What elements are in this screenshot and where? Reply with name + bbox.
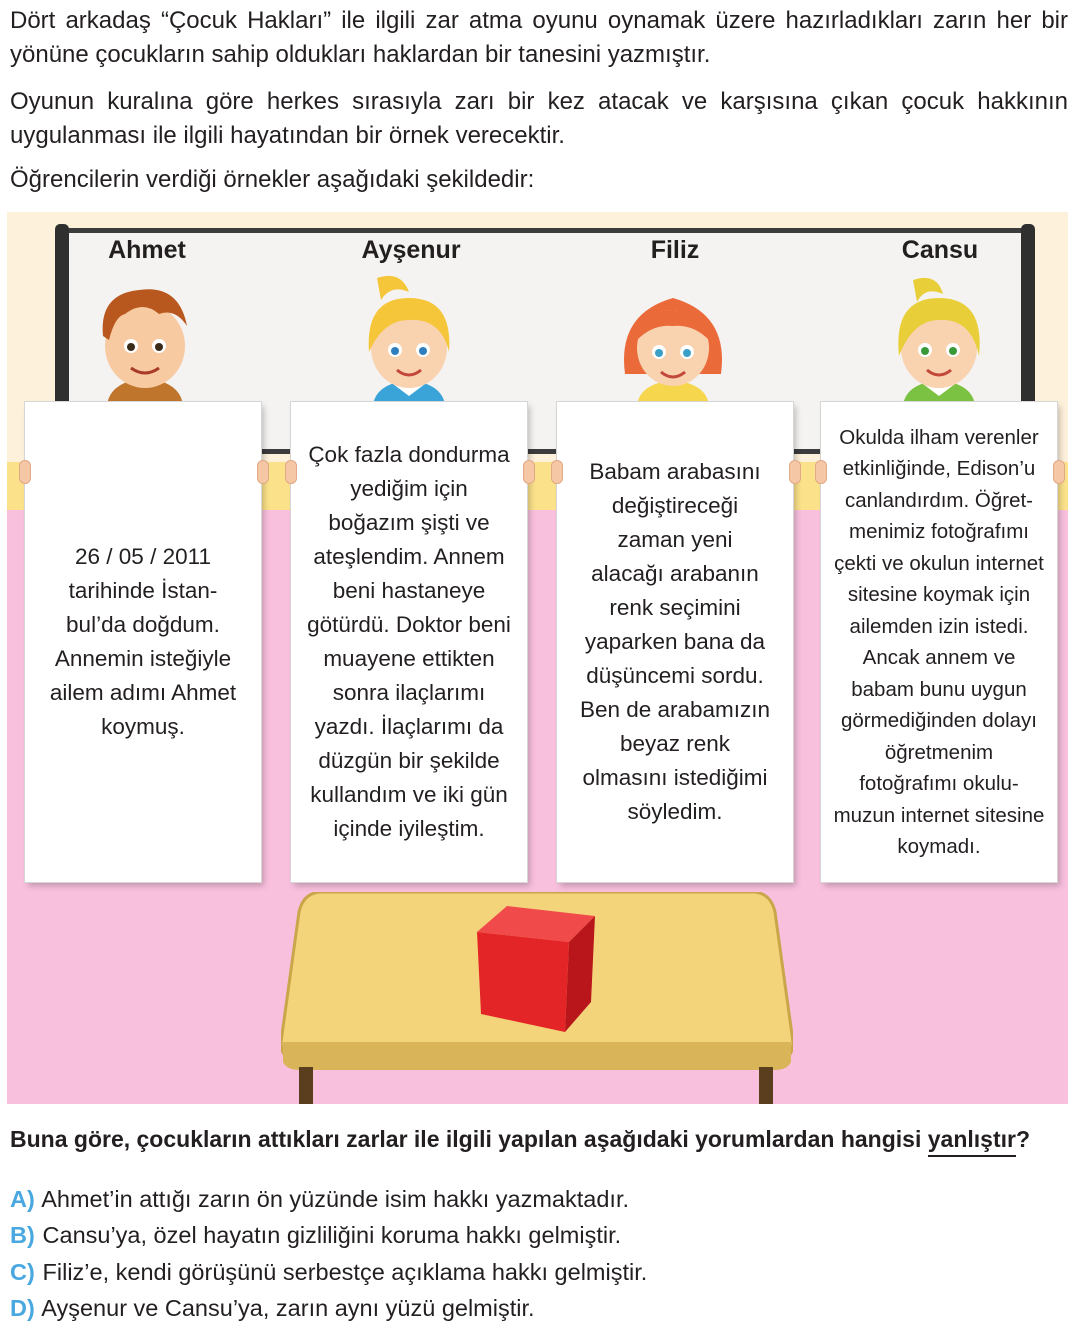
answer-option-a[interactable] bbox=[10, 1184, 629, 1214]
intro-paragraph-1: Dört arkadaş “Çocuk Hakları” ile ilgili zar atma oyunu oynamak üzere hazırladıkları zarın her bir yönüne çocukların sahip oldukları haklardan bir tanesini yazmıştır. bbox=[10, 7, 1068, 68]
question-main: Buna göre, çocukların attıkları zarlar ile ilgili yapılan aşağıdaki yorumlardan hangisi bbox=[10, 1126, 928, 1152]
girl-avatar-aysenur bbox=[343, 274, 475, 406]
option-letter: D) bbox=[10, 1295, 35, 1321]
option-letter: C) bbox=[10, 1259, 35, 1285]
classroom-illustration bbox=[7, 212, 1068, 1104]
student-name-filiz: Filiz bbox=[650, 236, 700, 264]
answer-option-b[interactable] bbox=[10, 1220, 621, 1250]
question-end: ? bbox=[1015, 1126, 1031, 1152]
option-text: Filiz’e, kendi görüşünü serbestçe açıklama hakkı gelmiştir. bbox=[42, 1259, 648, 1285]
note-card-ahmet bbox=[25, 402, 261, 882]
girl-avatar-cansu bbox=[873, 274, 1005, 406]
note-text-filiz: Babam arabasını değiştireceği zaman yeni alacağı arabanın renk seçimini yaparken bana da düşüncemi sordu. Ben de arabamızın beyaz renk olmasını istediğimi söyledim. bbox=[579, 459, 771, 824]
hand bbox=[523, 460, 535, 484]
answer-option-c[interactable] bbox=[10, 1257, 647, 1287]
hand bbox=[551, 460, 563, 484]
girl-avatar-filiz bbox=[607, 274, 739, 406]
table-leg bbox=[759, 1067, 773, 1104]
note-card-cansu bbox=[821, 402, 1057, 882]
intro-paragraph-2: Oyunun kuralına göre herkes sırasıyla zarı bir kez atacak ve karşısına çıkan çocuk hakkının uygulanması ile ilgili hayatından bir örnek verecektir. bbox=[10, 88, 1068, 149]
note-text-aysenur: Çok fazla dondurma yediğim için boğazım şişti ve ateşlendim. Annem beni hastaneye götürdü. Doktor beni muayene ettikten sonra ilaçlarımı yazdı. İlaçlarımı da düzgün bir şekilde kullandım ve iki gün içinde iyileştim. bbox=[307, 442, 511, 841]
red-die-icon bbox=[477, 902, 595, 1032]
student-name-aysenur: Ayşenur bbox=[361, 236, 461, 264]
hand bbox=[19, 460, 31, 484]
student-name-ahmet: Ahmet bbox=[108, 236, 186, 264]
option-text: Ayşenur ve Cansu’ya, zarın aynı yüzü gelmiştir. bbox=[41, 1295, 535, 1321]
option-letter: A) bbox=[10, 1186, 35, 1212]
note-card-aysenur bbox=[291, 402, 527, 882]
intro-paragraph-3: Öğrencilerin verdiği örnekler aşağıdaki şekildedir: bbox=[10, 166, 535, 193]
hand bbox=[789, 460, 801, 484]
answer-option-d[interactable] bbox=[10, 1293, 535, 1323]
option-text: Ahmet’in attığı zarın ön yüzünde isim hakkı yazmaktadır. bbox=[41, 1186, 630, 1212]
option-text: Cansu’ya, özel hayatın gizliliğini koruma hakkı gelmiştir. bbox=[42, 1222, 622, 1248]
hand bbox=[257, 460, 269, 484]
note-card-filiz bbox=[557, 402, 793, 882]
table-leg bbox=[299, 1067, 313, 1104]
hand bbox=[285, 460, 297, 484]
note-text-cansu: Okulda ilham verenler etkinliğinde, Edison’u canlandırdım. Öğret- menimiz fotoğrafımı çekti ve okulun internet sitesine koymak için ailemden izin istedi. Ancak annem ve babam bunu uygun görmediğinden dolayı öğretmenim fotoğrafımı okulu- muzun internet sitesine koymadı. bbox=[833, 425, 1045, 858]
hand bbox=[1053, 460, 1065, 484]
student-name-cansu: Cansu bbox=[901, 236, 979, 264]
question-text bbox=[10, 1124, 1070, 1154]
boy-avatar-ahmet bbox=[79, 274, 211, 406]
hand bbox=[815, 460, 827, 484]
question-emphasis: yanlıştır bbox=[928, 1126, 1016, 1157]
option-letter: B) bbox=[10, 1222, 35, 1248]
note-text-ahmet: 26 / 05 / 2011 tarihinde İstan- bul’da doğdum. Annemin isteğiyle ailem adımı Ahmet koymuş. bbox=[49, 544, 237, 739]
